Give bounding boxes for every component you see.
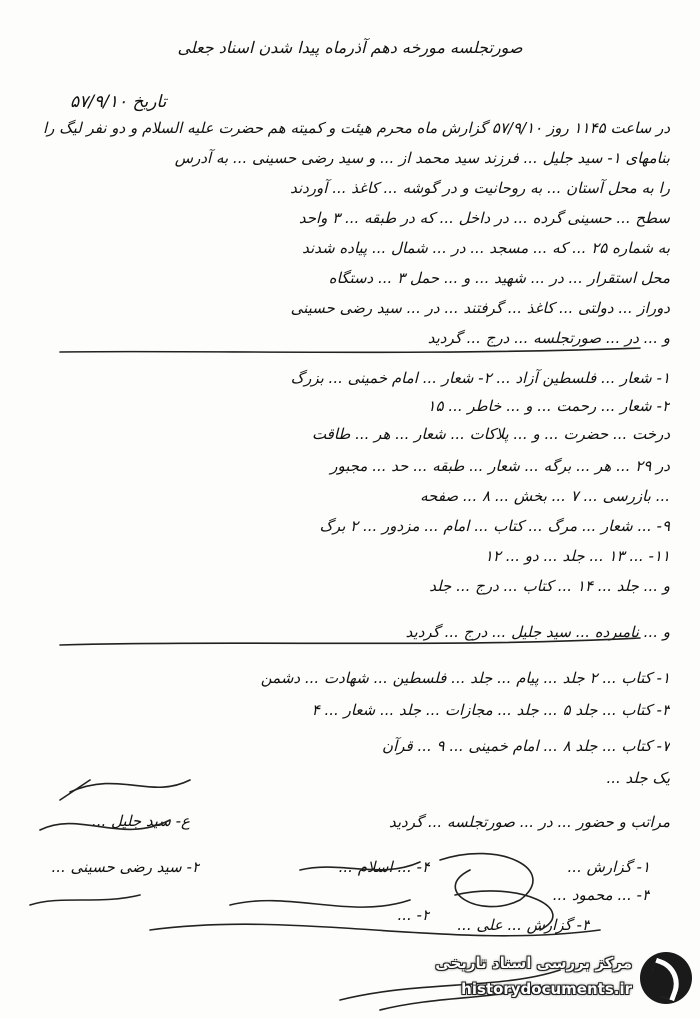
document-title: صورتجلسه مورخه دهم آذرماه پیدا شدن اسناد جعلی	[177, 38, 523, 57]
note-line: و ... نامبرده ... سید جلیل ... درج ... گردید	[405, 623, 670, 641]
body-line: بنامهای ۱- سید جلیل ... فرزند سید محمد از ... و سید رضی حسینی ... به آدرس	[174, 149, 670, 167]
signature: ۲- ...	[397, 906, 430, 924]
watermark	[412, 950, 692, 1008]
item-line: و ... جلد ... ۱۴ ... کتاب ... درج ... جلد	[429, 577, 670, 595]
book-line: ۳- کتاب ... جلد ۵ ... جلد ... مجازات ... جلد ... شعار ... ۴	[311, 701, 670, 719]
item-line: ... بازرسی ... ۷ ... بخش ... ۸ ... صفحه	[420, 487, 670, 505]
item-line: در ۲۹ ... هر ... برگه ... شعار ... طبقه ... حد ... مجبور	[330, 457, 670, 475]
body-line: دوراز ... دولتی ... کاغذ ... گرفتند ... در ... سید رضی حسینی	[290, 299, 670, 317]
book-line: ۱- کتاب ... ۲ جلد ... پیام ... جلد ... فلسطین ... شهادت ... دشمن	[260, 669, 670, 687]
body-line: به شماره ۲۵ ... که ... مسجد ... در ... شمال ... پیاده شدند	[302, 239, 670, 257]
signature: ۳- ... محمود ...	[552, 886, 650, 904]
body-line: را به محل آستان ... به روحانیت و در گوشه ... کاغذ ... آوردند	[290, 179, 670, 197]
signature: ۲- سید رضی حسینی ...	[51, 858, 200, 876]
item-line: درخت ... حضرت ... و ... پلاکات ... شعار ... هر ... طاقت	[311, 425, 670, 443]
item-line: ۲- شعار ... رحمت ... و ... خاطر ... ۱۵	[427, 397, 670, 415]
signature: ۱- گزارش ...	[567, 858, 650, 876]
item-line: ۱۱- ... ۱۳ ... جلد ... دو ... ۱۲	[484, 547, 670, 565]
book-line-extra: یک جلد ...	[606, 769, 670, 787]
watermark-title: مرکز بررسی اسناد تاریخی	[435, 954, 632, 972]
signature: ۴- ... اسلام ...	[338, 858, 430, 876]
archive-logo-icon	[640, 952, 692, 1004]
signature: ۳- گزارش ... علی ...	[457, 916, 590, 934]
body-line: و ... در ... صورتجلسه ... درج ... گردید	[427, 329, 670, 347]
body-line: سطح ... حسینی گرده ... در داخل ... که در طبقه ... ۳ واحد	[298, 209, 670, 227]
closing-line: مراتب و حضور ... در ... صورتجلسه ... گردید	[388, 813, 670, 831]
signature: ع- سید جلیل ...	[91, 812, 190, 830]
document-date: تاریخ ۵۷/۹/۱۰	[70, 92, 167, 112]
body-line: محل استقرار ... در ... شهید ... و ... حمل ۳ ... دستگاه	[328, 269, 670, 287]
watermark-url: historydocuments.ir	[461, 980, 632, 998]
item-line: ۹- ... شعار ... مرگ ... کتاب ... امام ... مزدور ... ۲ برگ	[319, 517, 670, 535]
book-line: ۷- کتاب ... جلد ۸ ... امام خمینی ... ۹ ... قرآن	[382, 737, 670, 755]
item-line: ۱- شعار ... فلسطین آزاد ... ۲- شعار ... امام خمینی ... بزرگ	[290, 369, 670, 387]
body-line: در ساعت ۱۱۴۵ روز ۵۷/۹/۱۰ گزارش ماه محرم هیئت و کمیته هم حضرت علیه السلام و دو نفر لیگ را	[43, 119, 670, 137]
